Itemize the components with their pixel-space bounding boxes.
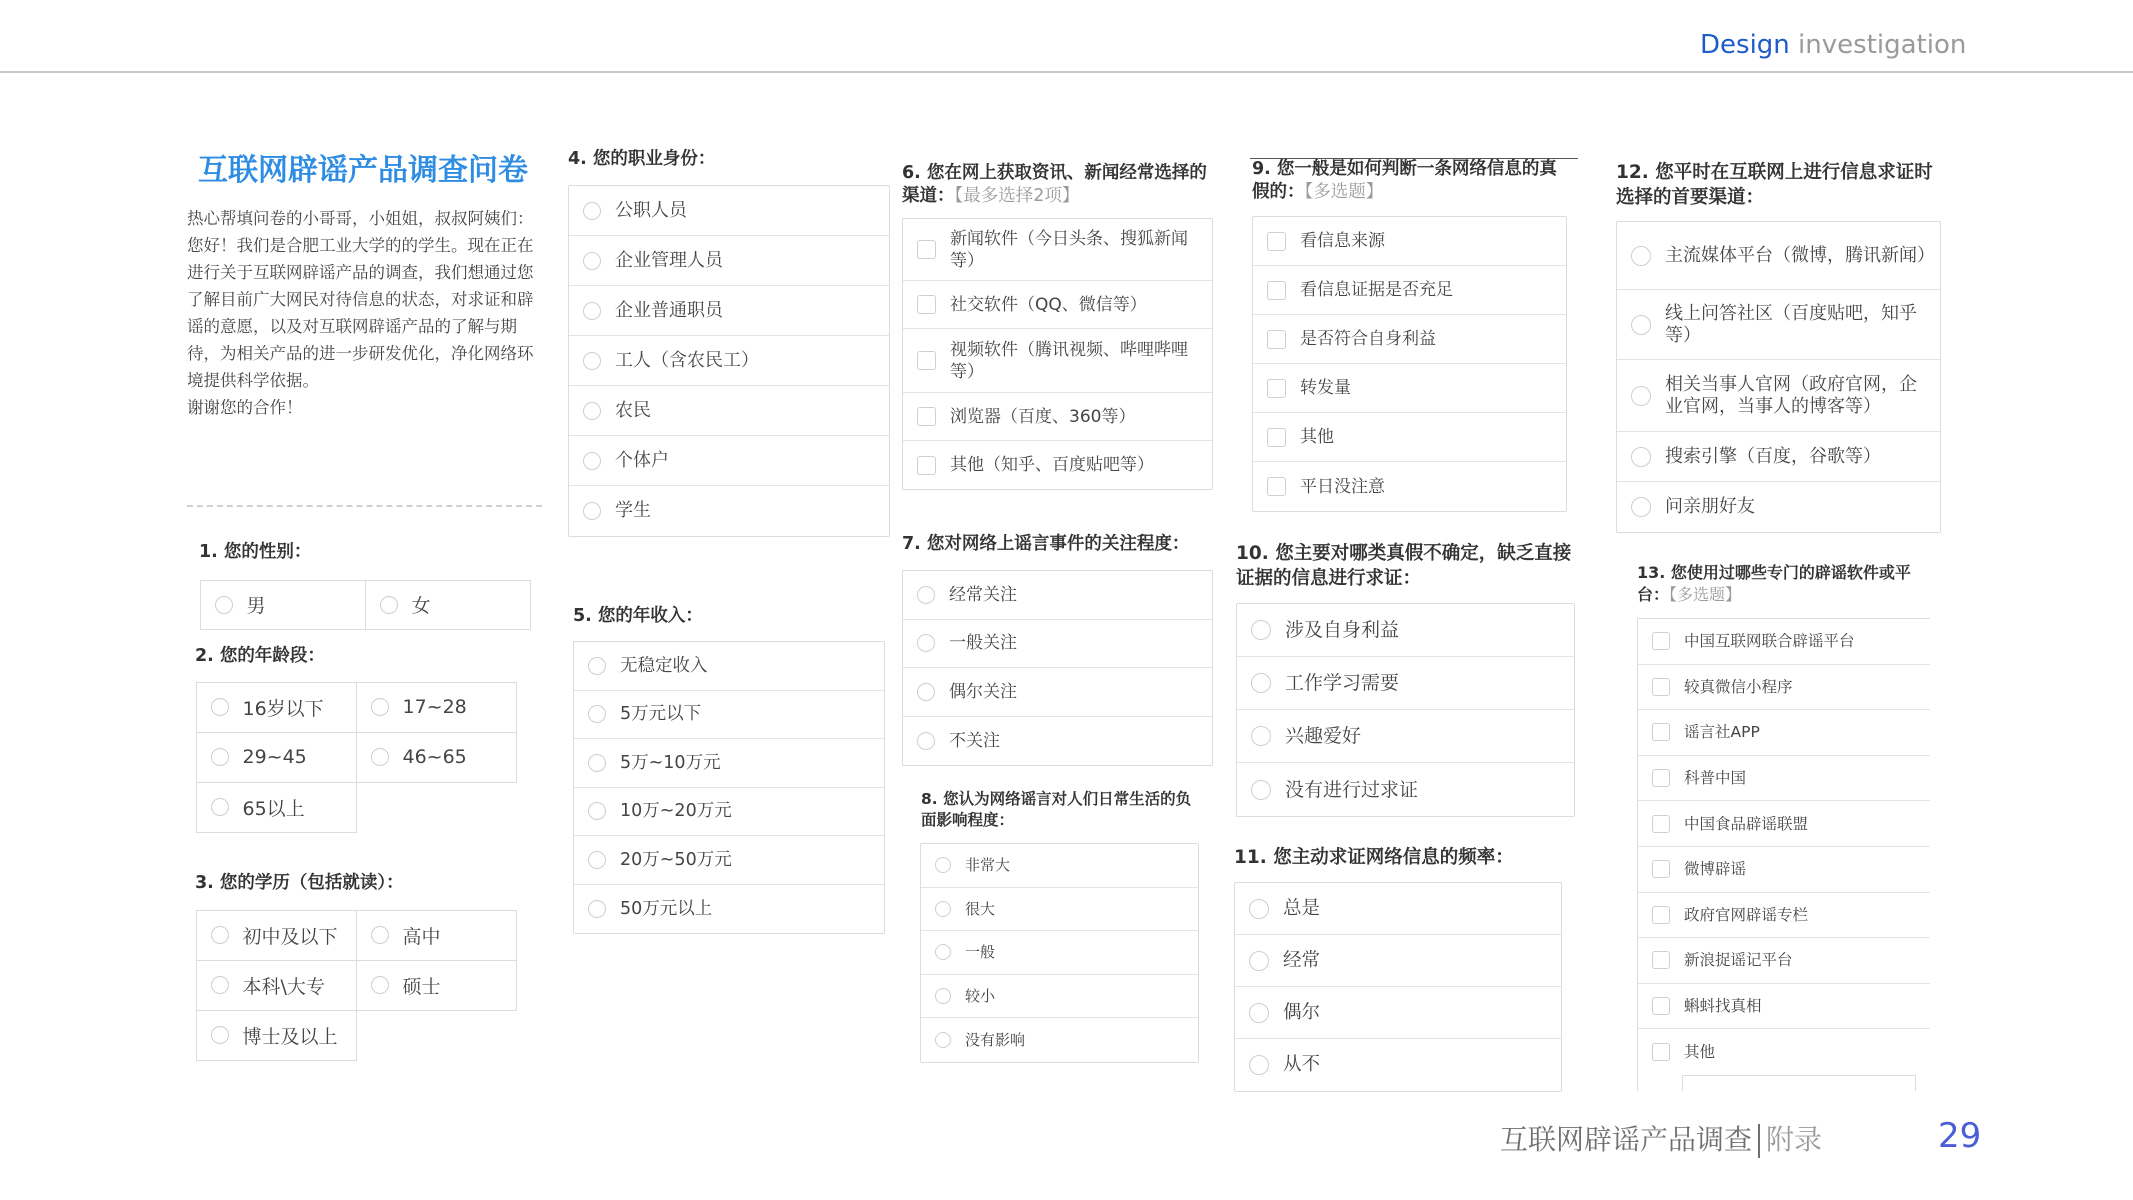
checkbox-icon (917, 240, 936, 259)
q9-label (1252, 158, 1572, 204)
q10-option[interactable] (1237, 763, 1574, 816)
q2-option[interactable] (356, 732, 517, 783)
header-divider (0, 71, 2133, 73)
checkbox-icon (917, 456, 936, 475)
q12-options (1616, 221, 1941, 533)
radio-icon (371, 926, 389, 944)
option-label: 涉及自身利益 (1285, 619, 1400, 641)
option-label: 微博辟谣 (1684, 860, 1747, 879)
option-label: 没有进行过求证 (1285, 778, 1419, 801)
q11-option[interactable] (1235, 935, 1561, 987)
radio-icon (935, 944, 951, 960)
radio-icon (588, 657, 606, 675)
radio-icon (583, 302, 601, 320)
option-label: 视频软件（腾讯视频、哔哩哔哩等） (950, 339, 1188, 382)
radio-icon (211, 748, 229, 766)
option-label: 政府官网辟谣专栏 (1684, 905, 1809, 924)
option-label: 无稳定收入 (620, 655, 708, 676)
q12-option[interactable] (1617, 432, 1940, 482)
checkbox-icon (1652, 678, 1670, 696)
radio-icon (211, 698, 229, 716)
option-label: 一般关注 (949, 633, 1017, 654)
q4-option[interactable] (569, 336, 889, 386)
q2-options (196, 682, 516, 832)
header-title (1700, 30, 2000, 60)
option-label: 46~65 (402, 746, 467, 768)
q9-multi-hint: 【多选题】 (1304, 182, 1384, 202)
q3-option[interactable] (196, 960, 357, 1011)
q3-option[interactable] (356, 910, 517, 961)
option-label: 较小 (965, 987, 996, 1006)
radio-icon (583, 202, 601, 220)
q3-option[interactable] (356, 960, 517, 1011)
option-label: 新闻软件（今日头条、搜狐新闻等） (950, 228, 1188, 271)
option-label: 5万元以下 (620, 704, 702, 725)
checkbox-icon (1652, 815, 1670, 833)
footer-title-main: 互联网辟谣产品调查 (1500, 1123, 1753, 1156)
q6-label-text: 6. 您在网上获取资讯、新闻经常选择的渠道： (902, 163, 1207, 206)
q1-option[interactable] (200, 580, 366, 630)
radio-icon (583, 452, 601, 470)
radio-icon (211, 1026, 229, 1044)
q7-option[interactable] (903, 571, 1212, 620)
q8-option[interactable] (921, 975, 1198, 1019)
option-label: 企业管理人员 (615, 249, 723, 271)
q13-option[interactable] (1638, 619, 1930, 665)
radio-icon (1249, 1003, 1269, 1023)
q9-option[interactable] (1253, 315, 1566, 364)
q10-option[interactable] (1237, 604, 1574, 657)
option-label: 17~28 (402, 696, 467, 718)
q5-options (573, 641, 885, 934)
q6-label (902, 162, 1217, 208)
footer-separator (1758, 1124, 1760, 1158)
option-label: 工作学习需要 (1285, 672, 1400, 694)
option-label: 中国食品辟谣联盟 (1684, 814, 1809, 833)
q4-option[interactable] (569, 286, 889, 336)
option-label: 平日没注意 (1300, 476, 1385, 497)
option-label: 搜索引擎（百度，谷歌等） (1665, 445, 1881, 467)
option-label: 初中及以下 (242, 925, 338, 948)
option-label: 没有影响 (965, 1031, 1026, 1050)
option-label: 其他 (1300, 427, 1334, 447)
option-label: 企业普通职员 (615, 299, 723, 321)
radio-icon (1251, 673, 1271, 693)
q13-option[interactable] (1638, 938, 1930, 984)
q13-options (1637, 618, 1930, 1091)
q9-options (1252, 216, 1567, 512)
radio-icon (917, 732, 935, 750)
q10-option[interactable] (1237, 710, 1574, 763)
q6-option[interactable] (903, 329, 1212, 393)
option-label: 社交软件（QQ、微信等） (950, 294, 1147, 315)
q8-option[interactable] (921, 931, 1198, 975)
option-label: 谣言社APP (1684, 723, 1760, 742)
q13-option[interactable] (1638, 847, 1930, 893)
option-label: 农民 (615, 399, 651, 421)
q13-other-input[interactable] (1682, 1075, 1916, 1091)
option-label: 男 (246, 595, 266, 617)
radio-icon (583, 502, 601, 520)
q6-option[interactable] (903, 281, 1212, 329)
radio-icon (583, 402, 601, 420)
q4-options (568, 185, 890, 537)
q4-option[interactable] (569, 436, 889, 486)
option-label: 20万~50万元 (620, 849, 732, 870)
q4-label: 4. 您的职业身份： (568, 149, 716, 169)
q11-option[interactable] (1235, 1039, 1561, 1091)
radio-icon (211, 976, 229, 994)
checkbox-icon (1652, 769, 1670, 787)
radio-icon (1251, 780, 1271, 800)
intro-thanks: 谢谢您的合作！ (187, 398, 303, 417)
q2-option[interactable] (196, 682, 357, 733)
q7-label: 7. 您对网络上谣言事件的关注程度： (902, 534, 1190, 554)
checkbox-icon (1267, 477, 1286, 496)
radio-icon (380, 596, 398, 614)
radio-icon (1249, 899, 1269, 919)
q8-label: 8. 您认为网络谣言对人们日常生活的负面影响程度： (921, 790, 1192, 829)
checkbox-icon (917, 407, 936, 426)
header-title-main: Design (1700, 30, 1790, 60)
q8-option[interactable] (921, 844, 1198, 888)
q7-option[interactable] (903, 717, 1212, 766)
radio-icon (917, 634, 935, 652)
checkbox-icon (1267, 330, 1286, 349)
q6-multi-hint: 【最多选择2项】 (954, 186, 1080, 206)
option-label: 蝌蚪找真相 (1684, 997, 1762, 1016)
q8-option[interactable] (921, 888, 1198, 932)
radio-icon (1251, 620, 1271, 640)
q3-option[interactable] (196, 910, 357, 961)
q6-option[interactable] (903, 219, 1212, 281)
q12-option[interactable] (1617, 482, 1940, 532)
q12-label: 12. 您平时在互联网上进行信息求证时选择的首要渠道： (1616, 162, 1933, 208)
q4-option[interactable] (569, 486, 889, 536)
radio-icon (211, 926, 229, 944)
q7-option[interactable] (903, 668, 1212, 717)
option-label: 看信息证据是否充足 (1300, 280, 1453, 300)
option-label: 是否符合自身利益 (1300, 329, 1436, 349)
option-label: 博士及以上 (242, 1025, 338, 1048)
radio-icon (917, 683, 935, 701)
q9-option[interactable] (1253, 266, 1566, 315)
radio-icon (1631, 246, 1651, 266)
q13-option[interactable] (1638, 665, 1930, 711)
radio-icon (588, 705, 606, 723)
option-label: 50万元以上 (620, 898, 713, 919)
radio-icon (371, 698, 389, 716)
checkbox-icon (917, 351, 936, 370)
q13-option[interactable] (1638, 756, 1930, 802)
option-label: 65以上 (242, 797, 305, 820)
option-label: 工人（含农民工） (615, 349, 759, 371)
option-label: 相关当事人官网（政府官网，企业官网，当事人的博客等） (1665, 373, 1917, 417)
q2-option[interactable] (356, 682, 517, 733)
q5-option[interactable] (574, 885, 884, 934)
q5-option[interactable] (574, 691, 884, 740)
q3-options (196, 910, 516, 1060)
option-label: 一般 (965, 943, 996, 962)
radio-icon (583, 252, 601, 270)
q8-option[interactable] (921, 1018, 1198, 1062)
option-label: 29~45 (242, 746, 307, 768)
q2-option[interactable] (196, 732, 357, 783)
q12-option[interactable] (1617, 222, 1940, 290)
option-label: 较真微信小程序 (1684, 677, 1793, 696)
radio-icon (1631, 447, 1651, 467)
q10-option[interactable] (1237, 657, 1574, 710)
radio-icon (1249, 951, 1269, 971)
q6-option[interactable] (903, 393, 1212, 441)
q9-label-text: 9. 您一般是如何判断一条网络信息的真假的： (1252, 159, 1557, 202)
option-label: 本科\大专 (242, 975, 325, 998)
q5-label: 5. 您的年收入： (573, 606, 703, 626)
q11-options (1234, 882, 1562, 1092)
q4-option[interactable] (569, 386, 889, 436)
radio-icon (211, 798, 229, 816)
option-label: 经常 (1283, 949, 1321, 971)
radio-icon (935, 857, 951, 873)
radio-icon (588, 802, 606, 820)
q9-option[interactable] (1253, 364, 1566, 413)
q3-label: 3. 您的学历（包括就读）： (195, 873, 404, 893)
q13-multi-hint: 【多选题】 (1669, 585, 1742, 604)
radio-icon (371, 976, 389, 994)
radio-icon (935, 988, 951, 1004)
checkbox-icon (1652, 951, 1670, 969)
option-label: 经常关注 (949, 584, 1017, 605)
option-label: 非常大 (965, 856, 1011, 875)
q12-option[interactable] (1617, 360, 1940, 432)
option-label: 中国互联网联合辟谣平台 (1684, 632, 1855, 651)
q13-option[interactable] (1638, 984, 1930, 1030)
option-label: 不关注 (949, 730, 1000, 751)
checkbox-icon (1267, 281, 1286, 300)
radio-icon (1631, 315, 1651, 335)
option-label: 其他 (1684, 1043, 1716, 1062)
radio-icon (1251, 726, 1271, 746)
q4-option[interactable] (569, 186, 889, 236)
option-label: 5万~10万元 (620, 752, 721, 773)
checkbox-icon (1267, 379, 1286, 398)
option-label: 转发量 (1300, 378, 1351, 398)
radio-icon (935, 1032, 951, 1048)
header-title-sub: investigation (1798, 30, 1967, 60)
q11-option[interactable] (1235, 987, 1561, 1039)
checkbox-icon (1652, 723, 1670, 741)
option-label: 女 (411, 595, 431, 617)
q13-label-text: 13. 您使用过哪些专门的辟谣软件或平台： (1637, 563, 1911, 604)
radio-icon (588, 754, 606, 772)
checkbox-icon (1652, 997, 1670, 1015)
q1-label: 1. 您的性别： (199, 542, 312, 562)
q5-option[interactable] (574, 836, 884, 885)
q7-options (902, 570, 1213, 766)
q1-options (200, 580, 530, 629)
intro-body: 您好！我们是合肥工业大学的的学生。现在正在进行关于互联网辟谣产品的调查，我们想通过您了解目前广大网民对待信息的状态，对求证和辟谣的意愿，以及对互联网辟谣产品的了解与期待，为相关产品的进一步研发优化，净化网络环境提供科学依据。 (187, 236, 534, 390)
option-label: 偶尔 (1283, 1001, 1321, 1023)
option-label: 偶尔关注 (949, 681, 1017, 702)
q10-label: 10. 您主要对哪类真假不确定，缺乏直接证据的信息进行求证： (1236, 543, 1572, 589)
q13-option[interactable] (1638, 1029, 1930, 1075)
q13-option[interactable] (1638, 710, 1930, 756)
q13-option[interactable] (1638, 801, 1930, 847)
survey-intro (187, 205, 542, 421)
radio-icon (1631, 386, 1651, 406)
q11-option[interactable] (1235, 883, 1561, 935)
q5-option[interactable] (574, 739, 884, 788)
option-label: 其他（知乎、百度贴吧等） (950, 455, 1154, 475)
checkbox-icon (1652, 632, 1670, 650)
checkbox-icon (1267, 232, 1286, 251)
q13-option[interactable] (1638, 893, 1930, 939)
option-label: 科普中国 (1684, 769, 1747, 788)
option-label: 硕士 (402, 975, 441, 998)
q1-option[interactable] (365, 580, 531, 630)
survey-title: 互联网辟谣产品调查问卷 (198, 153, 528, 188)
radio-icon (588, 851, 606, 869)
option-label: 新浪捉谣记平台 (1684, 951, 1793, 970)
q2-label: 2. 您的年龄段： (195, 646, 325, 666)
option-label: 公职人员 (615, 199, 687, 221)
q4-option[interactable] (569, 236, 889, 286)
checkbox-icon (917, 295, 936, 314)
radio-icon (588, 900, 606, 918)
q12-option[interactable] (1617, 290, 1940, 360)
option-label: 总是 (1283, 897, 1321, 919)
section-divider (187, 505, 542, 507)
q9-option[interactable] (1253, 217, 1566, 266)
option-label: 线上问答社区（百度贴吧，知乎等） (1665, 302, 1917, 346)
radio-icon (917, 586, 935, 604)
q2-option[interactable] (196, 782, 357, 833)
option-label: 个体户 (615, 449, 669, 471)
intro-greeting: 热心帮填问卷的小哥哥，小姐姐，叔叔阿姨们： (187, 209, 534, 228)
radio-icon (1249, 1055, 1269, 1075)
q5-option[interactable] (574, 788, 884, 837)
q6-option[interactable] (903, 441, 1212, 489)
option-label: 10万~20万元 (620, 801, 732, 822)
q10-options (1236, 603, 1575, 817)
q3-option[interactable] (196, 1010, 357, 1061)
q8-options (920, 843, 1199, 1063)
radio-icon (583, 352, 601, 370)
q6-options (902, 218, 1213, 490)
radio-icon (935, 901, 951, 917)
q11-label: 11. 您主动求证网络信息的频率： (1234, 847, 1514, 868)
option-label: 从不 (1283, 1054, 1321, 1075)
page-number: 29 (1938, 1116, 1982, 1156)
radio-icon (371, 748, 389, 766)
option-label: 问亲朋好友 (1665, 496, 1755, 517)
checkbox-icon (1652, 906, 1670, 924)
q13-label (1637, 562, 1927, 606)
checkbox-icon (1652, 1043, 1670, 1061)
option-label: 主流媒体平台（微博，腾讯新闻） (1665, 244, 1935, 266)
q9-option[interactable] (1253, 462, 1566, 511)
option-label: 很大 (965, 899, 996, 918)
option-label: 浏览器（百度、360等） (950, 406, 1136, 427)
checkbox-icon (1652, 860, 1670, 878)
option-label: 看信息来源 (1300, 231, 1385, 251)
q9-option[interactable] (1253, 413, 1566, 462)
option-label: 高中 (402, 925, 441, 948)
q7-option[interactable] (903, 620, 1212, 669)
footer-title-sub: 附录 (1766, 1123, 1823, 1156)
option-label: 兴趣爱好 (1285, 725, 1362, 747)
footer-title (1500, 1118, 1822, 1158)
q5-option[interactable] (574, 642, 884, 691)
radio-icon (1631, 497, 1651, 517)
checkbox-icon (1267, 428, 1286, 447)
option-label: 学生 (615, 500, 651, 521)
option-label: 16岁以下 (242, 697, 324, 720)
radio-icon (215, 596, 233, 614)
